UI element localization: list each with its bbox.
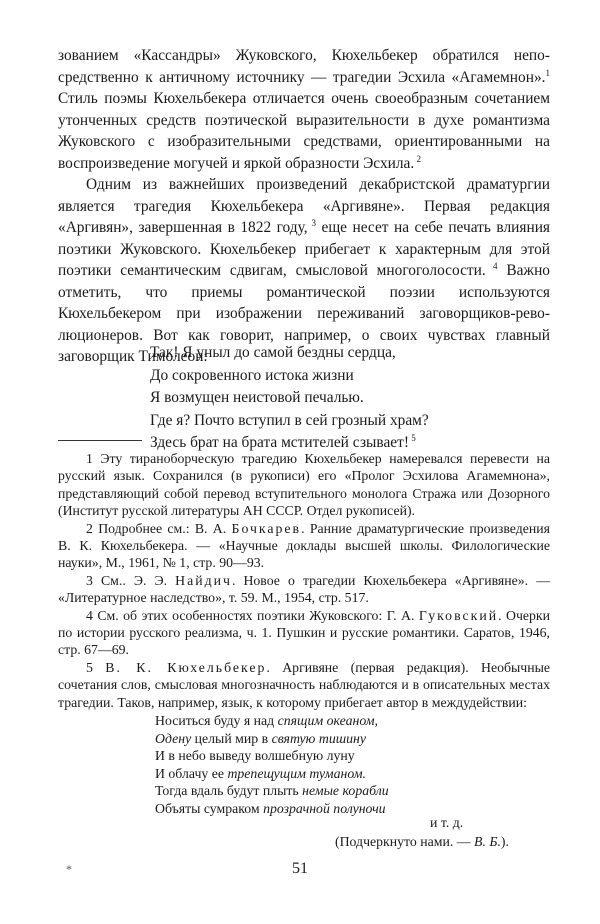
footnote-divider [58, 440, 142, 441]
main-text [58, 45, 550, 368]
footnotes [58, 450, 550, 711]
footnote-ref-5: 5 [408, 432, 416, 443]
verse-line: Где я? Почто вступил в сей грозный храм? [150, 411, 429, 429]
footnote-ref-4: 4 [485, 260, 498, 271]
verse-line: И облачу ее трепещущим туманом. [155, 765, 366, 781]
verse-line: Носиться буду я над спящим океаном, [155, 713, 378, 728]
emphasis-note: (Подчеркнуто нами. — В. Б.). [335, 834, 509, 849]
verse-line: Тогда вдаль будут плыть немые корабли [155, 783, 389, 799]
footnote-verse [155, 712, 389, 818]
footnote-5: 5 В. К. Кюхельбекер. Аргивяне (первая редакция). Необычные сочетания слов, смысловая многозначность наблюдаются и в описательных местах трагедии. Таков, например, язык, к которому прибегает автор в междудействии: [58, 659, 550, 710]
page-number: 51 [292, 860, 308, 877]
verse-line: Так! Я уныл до самой бездны сердца, [150, 344, 396, 361]
verse-line: Объяты сумраком прозрачной полуночи [155, 800, 386, 816]
verse-line: Одену целый мир в святую тишину [155, 730, 367, 746]
footnote-ref-2: 2 [414, 153, 421, 164]
author-name: В. К. Кюхельбекер [105, 659, 267, 675]
asterisk-mark: * [66, 862, 72, 876]
author-name: Гуковский [418, 607, 499, 623]
footnote-ref-3: 3 [307, 217, 317, 228]
paragraph-2: Одним из важнейших произведений декабристской драматургии является трагедия Кюхельбекера «Аргивяне». Первая редакция «Аргивян», завершенная в 1822 году, $^3$ еще несет на себе печать влияния поэтики Жуковского. Кюхельбекер прибегает к характерным для этой поэтики семантическим сдвигам, смысловой многоголосости. $^4$ Важно отметить, что приемы романтической поэзии используются Кюхельбекером при изображении переживаний заговорщиков-революционеров. Вот как говорит, например, о своих чувствах главный заговорщик Тимолеон: [58, 176, 551, 365]
verse-line: Здесь брат на брата мстителей сзывает! $^5$ [150, 432, 416, 451]
verse-line: Я возмущен неистовой печалью. [150, 389, 364, 406]
footnote-3: 3 См.. Э. Э. Найдич. Новое о трагедии Кюхельбекера «Аргивяне». — «Литературное наследство», т. 59. М., 1954, стр. 517. [58, 572, 550, 606]
verse-line: До сокровенного истока жизни [150, 366, 354, 384]
paragraph-1: зованием «Кассандры» Жуковского, Кюхельбекер обратился непосредственно к античному источнику — трагедии Эсхила «Агамемнон».$^1$ Стиль поэмы Кюхельбекера отличается очень своеобразным сочетанием утонченных средств поэтической выразительности в духе романтизма Жуковского с изобразительными средствами, ориентированными на воспроизведение могучей и яркой образности Эсхила. $^2$ [58, 47, 550, 172]
verse-line: И в небо выведу волшебную луну [155, 748, 355, 764]
footnote-2: 2 Подробнее см.: В. А. Бочкарев. Ранние драматургические произведения В. К. Кюхельбекера. — «Научные доклады высшей школы. Филологические науки», М., 1961, № 1, стр. 90—93. [58, 520, 551, 571]
etc-note: и т. д. [430, 815, 464, 830]
footnote-4: 4 См. об этих особенностях поэтики Жуковского: Г. А. Гуковский. Очерки по истории русского реализма, ч. 1. Пушкин и русские романтики. Саратов, 1946, стр. 67—69. [58, 607, 550, 658]
verse-quote [150, 342, 429, 455]
author-name: Найдич [175, 572, 232, 588]
footnote-1: 1 Эту тираноборческую трагедию Кюхельбекер намеревался перевести на русский язык. Сохранился (в рукописи) его «Пролог Эсхилова Агамемнона», представляющий собой перевод вступительного монолога Стража или Дозорного (Институт русской литературы АН СССР. Отдел рукописей). [58, 451, 550, 519]
author-name: Бочкарев [231, 520, 302, 536]
footnote-ref-1: 1 [545, 67, 550, 78]
